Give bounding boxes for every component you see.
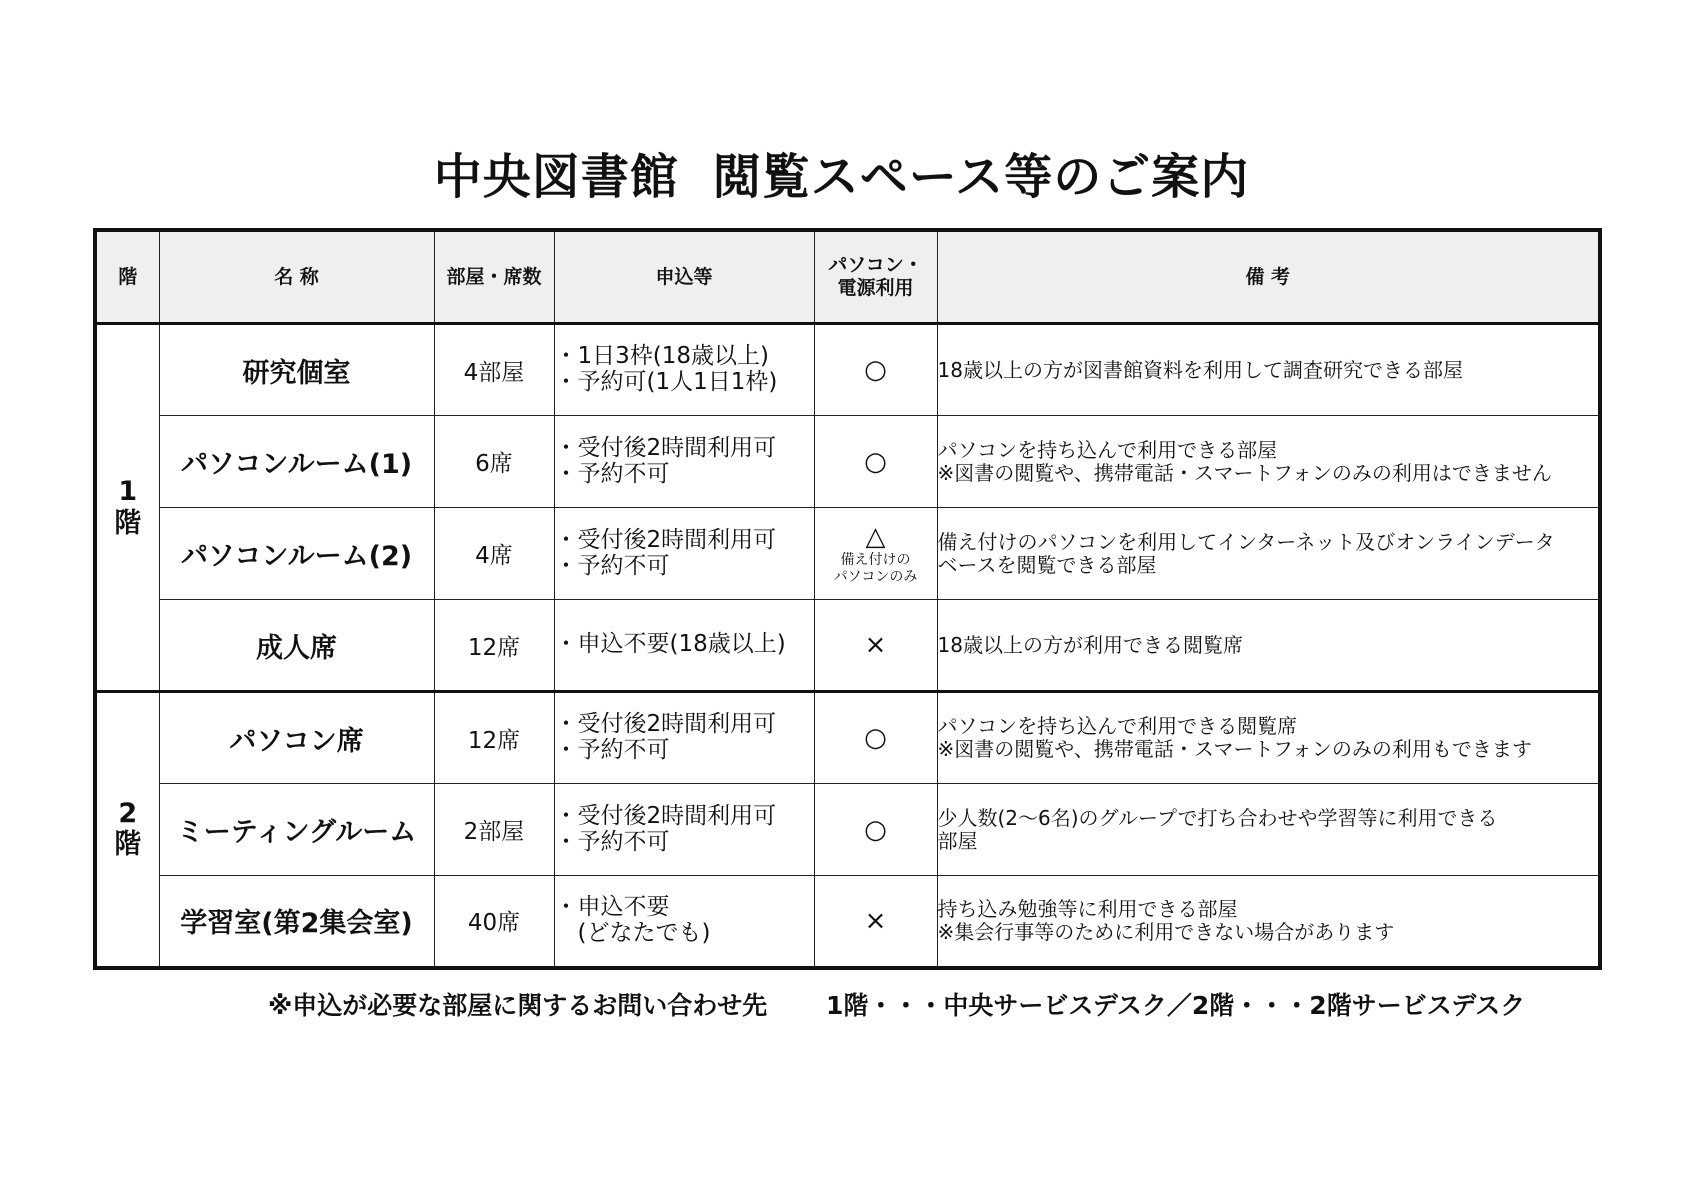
floor-2-cell: [95, 692, 159, 968]
availability-mark: △: [865, 522, 886, 553]
pc-availability: [814, 600, 937, 692]
floor-1-label: 階: [114, 507, 142, 539]
pc-availability: [814, 324, 937, 416]
pc-note: パソコンのみ: [833, 568, 918, 585]
floor-2-label: 階: [114, 829, 142, 861]
room-count: 6席: [434, 416, 554, 508]
remarks: [937, 324, 1600, 416]
pc-availability: [814, 876, 937, 968]
apply-info: [554, 692, 814, 784]
header-apply: 申込等: [554, 230, 814, 324]
availability-mark: ○: [864, 723, 887, 753]
room-count: 12席: [434, 692, 554, 784]
remarks-line: ※図書の閲覧や、携帯電話・スマートフォンのみの利用もできます: [937, 737, 1532, 761]
apply-line: ・申込不要: [554, 894, 670, 920]
table-row: [95, 876, 1600, 968]
apply-line: ・予約不可: [554, 828, 670, 855]
apply-line: ・受付後2時間利用可: [554, 434, 777, 461]
header-pc: [814, 230, 937, 324]
room-name: 成人席: [159, 600, 434, 692]
room-name: パソコンルーム(2): [159, 508, 434, 600]
room-count: 4席: [434, 508, 554, 600]
remarks: [937, 876, 1600, 968]
remarks: [937, 784, 1600, 876]
apply-line: ・受付後2時間利用可: [554, 526, 777, 553]
room-name: 学習室(第2集会室): [159, 876, 434, 968]
remarks-line: パソコンを持ち込んで利用できる部屋: [937, 437, 1278, 462]
apply-line: ・申込不要(18歳以上): [554, 631, 786, 658]
apply-info: [554, 876, 814, 968]
remarks-line: ベースを閲覧できる部屋: [937, 552, 1157, 577]
apply-info: [554, 416, 814, 508]
apply-line: ・受付後2時間利用可: [554, 802, 777, 829]
remarks-line: 持ち込み勉強等に利用できる部屋: [937, 896, 1238, 921]
room-name: ミーティングルーム: [159, 784, 434, 876]
room-count: 4部屋: [434, 324, 554, 416]
remarks: [937, 692, 1600, 784]
header-floor: 階: [95, 230, 159, 324]
availability-mark: ×: [864, 630, 887, 660]
apply-line: (どなたでも): [554, 919, 711, 946]
contact-footnote: ※申込が必要な部屋に関するお問い合わせ先 1階・・・中央サービスデスク／2階・・・2階サービスデスク: [268, 991, 1526, 1020]
apply-line: ・1日3枠(18歳以上): [554, 343, 769, 370]
apply-info: [554, 784, 814, 876]
title-subject: 閲覧スペース等のご案内: [712, 149, 1250, 205]
header-remarks: 備 考: [937, 230, 1600, 324]
apply-line: ・受付後2時間利用可: [554, 711, 777, 738]
remarks-line: 18歳以上の方が図書館資料を利用して調査研究できる部屋: [937, 357, 1463, 382]
room-name: パソコンルーム(1): [159, 416, 434, 508]
floor-1-cell: [95, 324, 159, 692]
remarks-line: 部屋: [937, 828, 978, 853]
table-row: [95, 416, 1600, 508]
availability-mark: ○: [864, 814, 887, 845]
table-row: [95, 784, 1600, 876]
apply-info: [554, 508, 814, 600]
apply-line: ・予約不可: [554, 737, 670, 763]
availability-mark: ×: [864, 905, 887, 936]
pc-note: 備え付けの: [840, 552, 911, 569]
pc-availability: [814, 416, 937, 508]
apply-info: [554, 600, 814, 692]
room-count: 2部屋: [434, 784, 554, 876]
remarks: [937, 508, 1600, 600]
table-header-row: [95, 230, 1600, 324]
remarks-line: パソコンを持ち込んで利用できる閲覧席: [937, 714, 1298, 738]
header-name: 名 称: [159, 230, 434, 324]
header-pc-line2: 電源利用: [837, 277, 914, 299]
floor-1-number: 1: [118, 476, 138, 508]
header-count: 部屋・席数: [434, 230, 554, 324]
room-count: 40席: [434, 876, 554, 968]
remarks-line: 18歳以上の方が利用できる閲覧席: [937, 632, 1243, 657]
pc-availability: [814, 784, 937, 876]
apply-line: ・予約不可: [554, 552, 670, 579]
remarks-line: ※図書の閲覧や、携帯電話・スマートフォンのみの利用はできません: [937, 460, 1552, 485]
room-count: 12席: [434, 600, 554, 692]
reading-space-table: [93, 228, 1602, 970]
remarks: [937, 416, 1600, 508]
availability-mark: ○: [864, 446, 887, 477]
remarks: [937, 600, 1600, 692]
room-name: 研究個室: [159, 324, 434, 416]
apply-info: [554, 324, 814, 416]
apply-line: ・予約可(1人1日1枠): [554, 369, 778, 395]
table-row: [95, 600, 1600, 692]
room-name: パソコン席: [159, 692, 434, 784]
pc-availability: [814, 508, 937, 600]
remarks-line: 備え付けのパソコンを利用してインターネット及びオンラインデータ: [937, 529, 1555, 554]
page-title: [0, 138, 1683, 207]
remarks-line: ※集会行事等のために利用できない場合があります: [937, 919, 1395, 944]
table-row: [95, 692, 1600, 784]
table-row: [95, 508, 1600, 600]
apply-line: ・予約不可: [554, 460, 670, 487]
header-pc-line1: パソコン・: [828, 254, 923, 277]
availability-mark: ○: [864, 355, 887, 385]
title-library-name: 中央図書館: [433, 149, 679, 205]
floor-2-number: 2: [118, 798, 138, 830]
remarks-line: 少人数(2～6名)のグループで打ち合わせや学習等に利用できる: [937, 805, 1498, 830]
table-row: [95, 324, 1600, 416]
pc-availability: [814, 692, 937, 784]
